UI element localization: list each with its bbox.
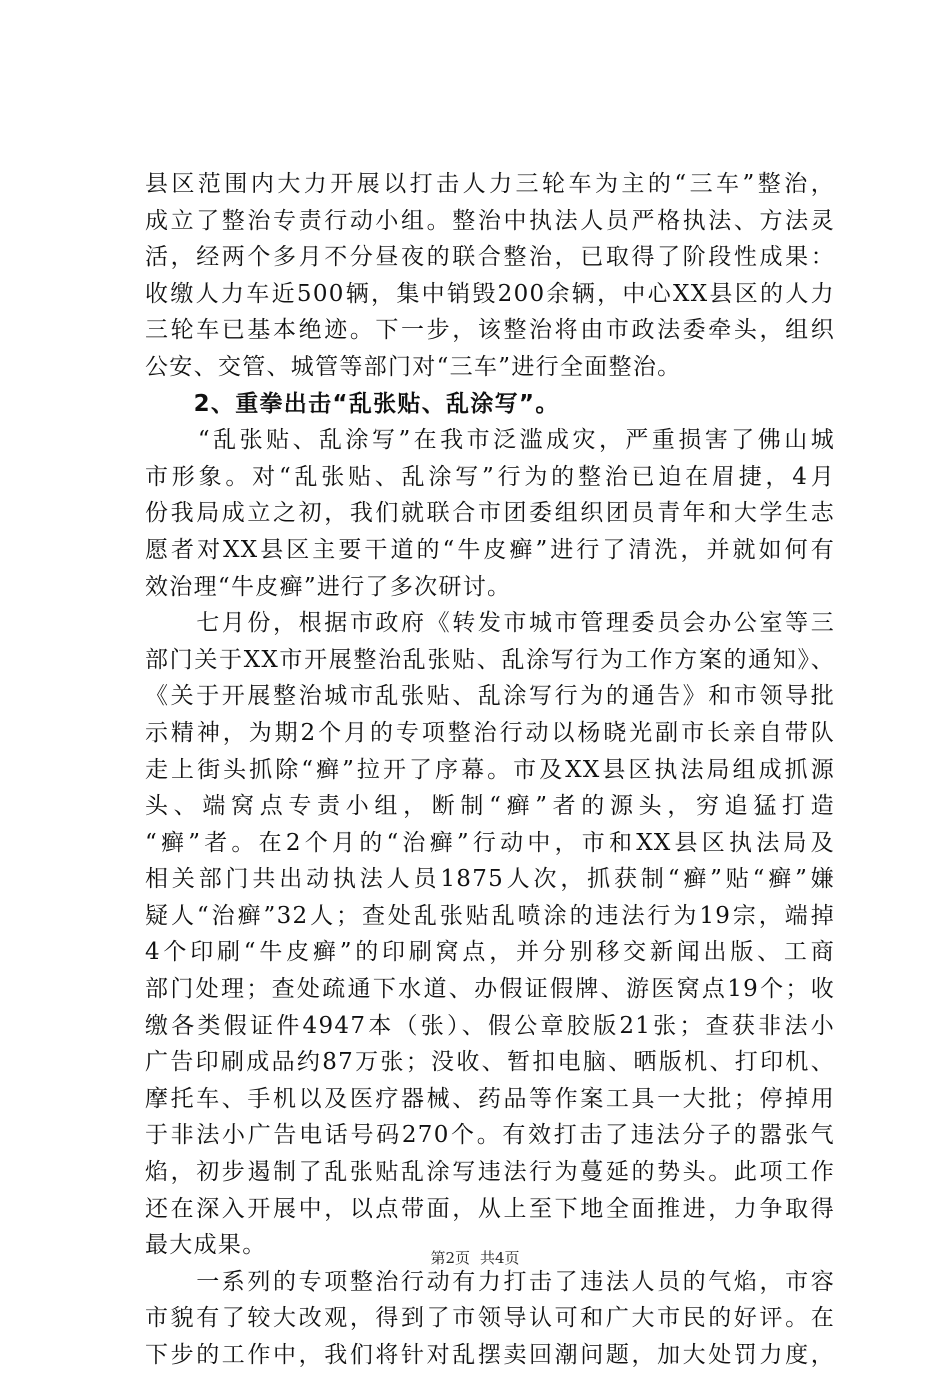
text-line: 下步的工作中，我们将针对乱摆卖回潮问题，加大处罚力度，: [145, 1342, 835, 1368]
page-total: 共4页: [480, 1249, 520, 1267]
text-line: 公安、交管、城管等部门对“三车”进行全面整治。: [145, 353, 682, 380]
text-line: 最大成果。: [145, 1232, 267, 1259]
text-line: 缴各类假证件4947本（张）、假公章胶版21张；查获非法小: [145, 1012, 835, 1039]
page-footer: [0, 1248, 950, 1268]
text-line: 一系列的专项整治行动有力打击了违法人员的气焰，市容: [145, 1268, 835, 1295]
text-line: 广告印刷成品约87万张；没收、暂扣电脑、晒版机、打印机、: [145, 1049, 835, 1076]
text-line: 疑人“治癣”32人；查处乱张贴乱喷涂的违法行为19宗，端掉: [145, 902, 835, 929]
text-line: 市貌有了较大改观，得到了市领导认可和广大市民的好评。在: [145, 1305, 835, 1332]
text-line: 焰，初步遏制了乱张贴乱涂写违法行为蔓延的势头。此项工作: [145, 1159, 835, 1186]
text-line: 4个印刷“牛皮癣”的印刷窝点，并分别移交新闻出版、工商: [145, 939, 835, 966]
page-number: 第2页: [430, 1249, 470, 1267]
text-line: 摩托车、手机以及医疗器械、药品等作案工具一大批；停掉用: [145, 1085, 835, 1112]
document-body: [145, 166, 835, 1374]
text-line: 部门处理；查处疏通下水道、办假证假牌、游医窝点19个；收: [145, 976, 835, 1003]
text-line: 愿者对XX县区主要干道的“牛皮癣”进行了清洗，并就如何有: [145, 536, 835, 563]
text-line: 《关于开展整治城市乱张贴、乱涂写行为的通告》和市领导批: [145, 683, 835, 710]
text-line: 相关部门共出动执法人员1875人次，抓获制“癣”贴“癣”嫌: [145, 866, 835, 893]
text-line: “癣”者。在2个月的“治癣”行动中，市和XX县区执法局及: [145, 829, 835, 856]
section-heading: 2、重拳出击“乱张贴、乱涂写”。: [145, 390, 560, 417]
text-line: 走上街头抓除“癣”拉开了序幕。市及XX县区执法局组成抓源: [145, 756, 835, 783]
text-line: 头、端窝点专责小组，断制“癣”者的源头，穷追猛打造: [145, 793, 835, 820]
text-line: 示精神，为期2个月的专项整治行动以杨晓光副市长亲自带队: [145, 719, 835, 746]
text-line: 成立了整治专责行动小组。整治中执法人员严格执法、方法灵: [145, 207, 835, 234]
text-line: 份我局成立之初，我们就联合市团委组织团员青年和大学生志: [145, 500, 835, 527]
text-line: 部门关于XX市开展整治乱张贴、乱涂写行为工作方案的通知》、: [145, 646, 835, 673]
text-line: 七月份，根据市政府《转发市城市管理委员会办公室等三: [145, 610, 835, 637]
text-line: 三轮车已基本绝迹。下一步，该整治将由市政法委牵头，组织: [145, 317, 835, 344]
text-line: 收缴人力车近500辆，集中销毁200余辆，中心XX县区的人力: [145, 280, 835, 307]
text-line: 于非法小广告电话号码270个。有效打击了违法分子的嚣张气: [145, 1122, 835, 1149]
text-line: 还在深入开展中，以点带面，从上至下地全面推进，力争取得: [145, 1195, 835, 1222]
text-line: “乱张贴、乱涂写”在我市泛滥成灾，严重损害了佛山城: [145, 427, 835, 454]
text-line: 市形象。对“乱张贴、乱涂写”行为的整治已迫在眉捷，4月: [145, 463, 835, 490]
text-line: 县区范围内大力开展以打击人力三轮车为主的“三车”整治，: [145, 171, 835, 197]
text-line: 效治理“牛皮癣”进行了多次研讨。: [145, 573, 512, 600]
text-line: 活，经两个多月不分昼夜的联合整治，已取得了阶段性成果：: [145, 244, 835, 271]
